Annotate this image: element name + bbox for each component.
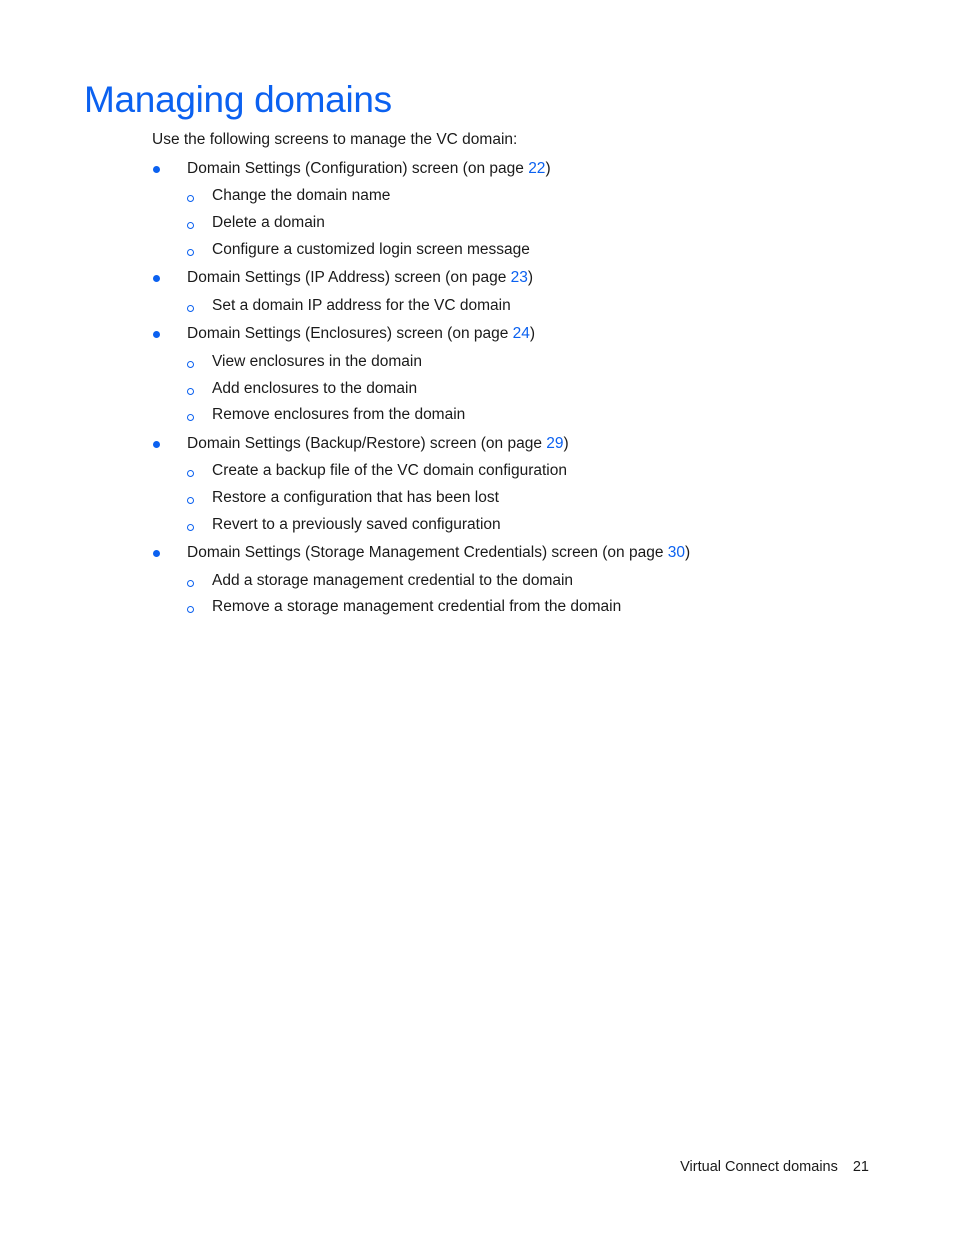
sub-list-item-label: Create a backup file of the VC domain configuration: [212, 462, 567, 479]
bullet-icon: [152, 322, 172, 346]
sub-list-item-label: Set a domain IP address for the VC domain: [212, 297, 511, 314]
list-item-label: Domain Settings (IP Address) screen (on page: [187, 269, 511, 286]
page-footer: [680, 1157, 869, 1177]
page-link-24[interactable]: 24: [512, 325, 530, 342]
page-link-22[interactable]: 22: [528, 160, 546, 177]
circle-bullet-icon: [186, 459, 206, 483]
sub-list-item-label: Delete a domain: [212, 214, 325, 231]
sub-list-item-label: Restore a configuration that has been lost: [212, 489, 499, 506]
sub-list-item-label: View enclosures in the domain: [212, 353, 422, 370]
bullet-icon: [152, 157, 172, 181]
list-item-label: Domain Settings (Configuration) screen (on page: [187, 160, 529, 177]
circle-bullet-icon: [186, 350, 206, 374]
sub-list-item-label: Revert to a previously saved configuration: [212, 516, 501, 533]
circle-bullet-icon: [186, 569, 206, 593]
page-link-23[interactable]: 23: [510, 269, 528, 286]
sub-list-item-label: Configure a customized login screen message: [212, 241, 530, 258]
circle-bullet-icon: [186, 238, 206, 262]
bullet-icon: [152, 541, 172, 565]
circle-bullet-icon: [186, 294, 206, 318]
page-title: Managing domains: [84, 79, 392, 120]
circle-bullet-icon: [186, 377, 206, 401]
sub-list-item-label: Remove enclosures from the domain: [212, 406, 466, 423]
bullet-icon: [152, 266, 172, 290]
list-item-label: Domain Settings (Storage Management Credentials) screen (on page: [187, 544, 668, 561]
sub-list-item-label: Add a storage management credential to the domain: [212, 572, 574, 589]
circle-bullet-icon: [186, 486, 206, 510]
circle-bullet-icon: [186, 211, 206, 235]
page-link-29[interactable]: 29: [546, 435, 564, 452]
list-item-label: Domain Settings (Enclosures) screen (on page: [187, 325, 513, 342]
circle-bullet-icon: [186, 184, 206, 208]
circle-bullet-icon: [186, 403, 206, 427]
footer-page-number: 21: [852, 1159, 869, 1175]
circle-bullet-icon: [186, 595, 206, 619]
bullet-icon: [152, 432, 172, 456]
sub-list-item-label: Change the domain name: [212, 187, 391, 204]
circle-bullet-icon: [186, 513, 206, 537]
sub-list-item-label: Add enclosures to the domain: [212, 380, 418, 397]
sub-list-item-label: Remove a storage management credential from the domain: [212, 598, 622, 615]
intro-text: Use the following screens to manage the VC domain:: [152, 131, 518, 148]
page-link-30[interactable]: 30: [667, 544, 686, 561]
list-item-label: Domain Settings (Backup/Restore) screen (on page: [187, 435, 547, 452]
footer-section-title: Virtual Connect domains: [680, 1159, 838, 1175]
